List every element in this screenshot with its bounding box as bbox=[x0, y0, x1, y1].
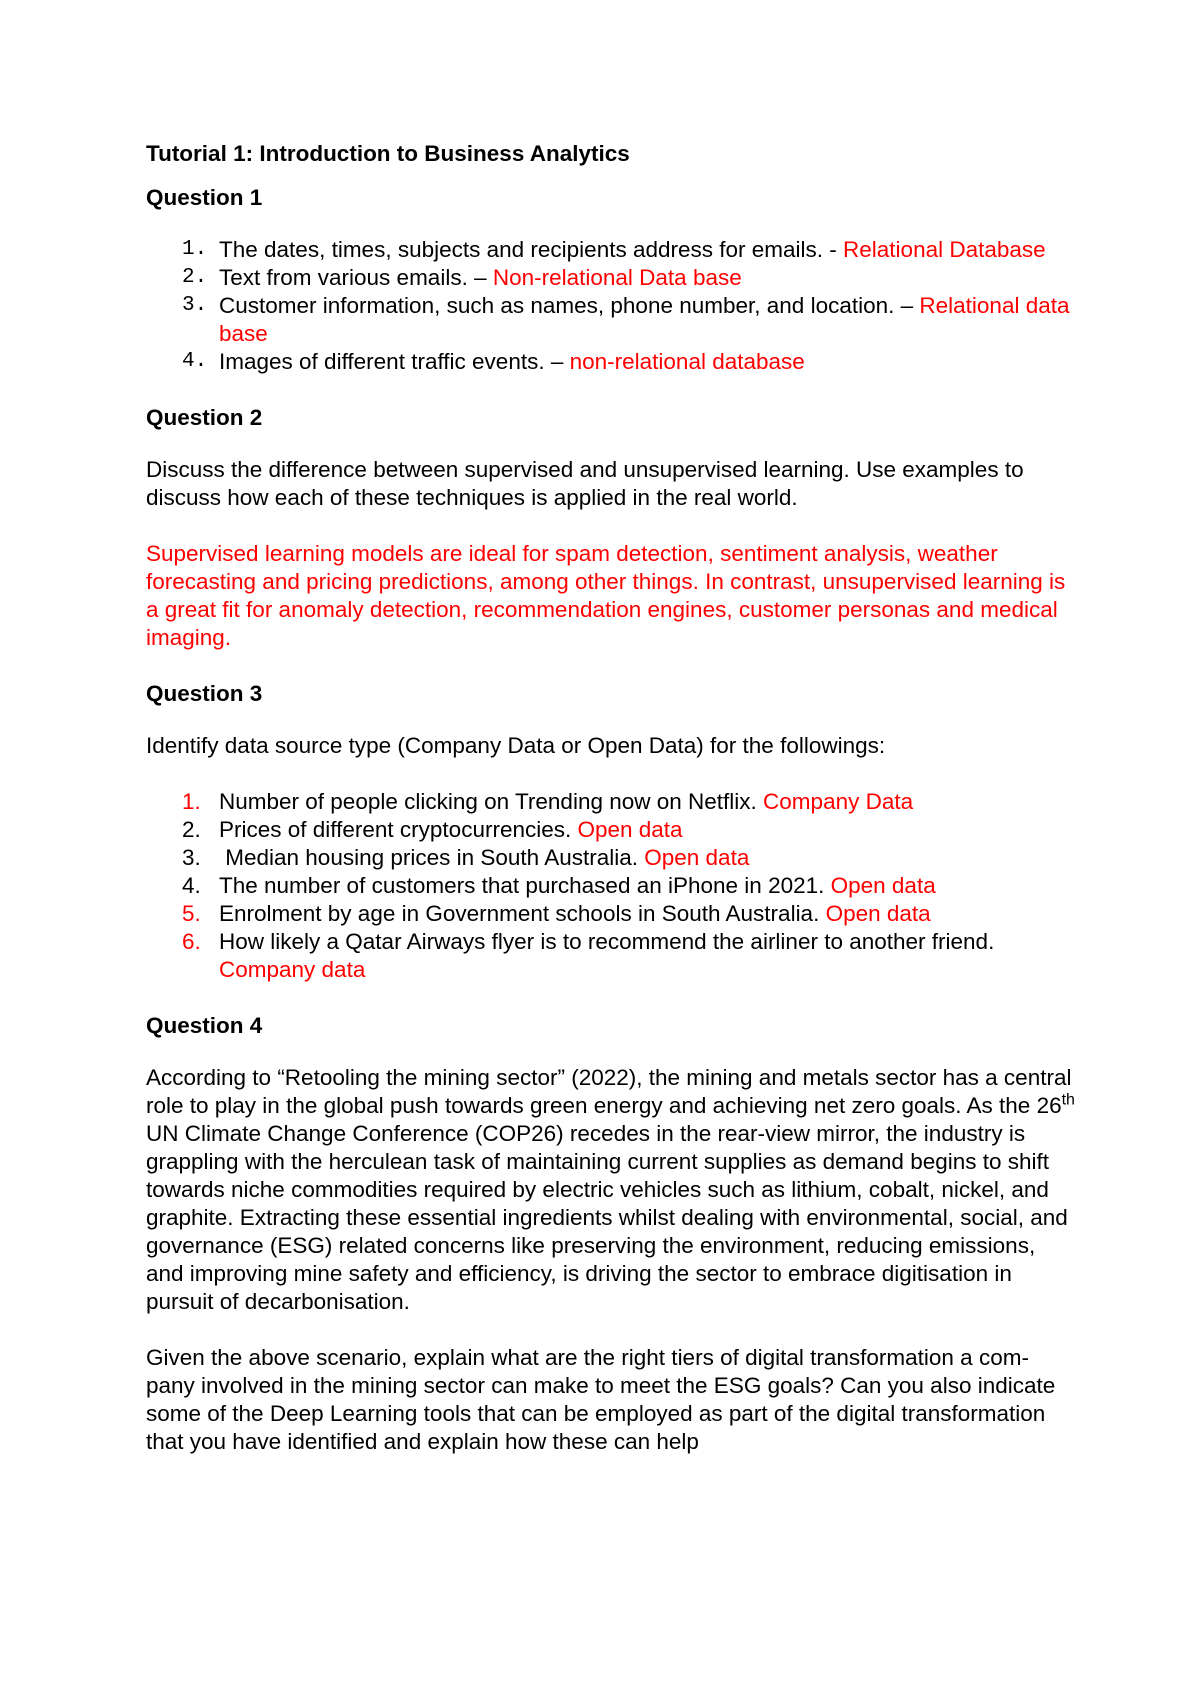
list-item bbox=[146, 264, 1076, 292]
question-1-heading: Question 1 bbox=[146, 185, 263, 210]
item-text: The dates, times, subjects and recipients address for emails. - bbox=[219, 237, 844, 262]
answer-text: non-relational database bbox=[569, 349, 805, 374]
item-text: Median housing prices in South Australia. bbox=[219, 845, 645, 870]
answer-text: Open data bbox=[830, 873, 936, 898]
question-3-list bbox=[146, 788, 1076, 984]
answer-text: Open data bbox=[825, 901, 931, 926]
list-number: 2. bbox=[182, 266, 208, 289]
list-item bbox=[146, 872, 1076, 900]
scenario-text-start: According to “Retooling the mining sector” (2022), the mining and metals sector has a central role to play in the global push towards green energy and achieving net zero goals. As the 26 bbox=[146, 1065, 1072, 1118]
question-2-heading: Question 2 bbox=[146, 405, 263, 430]
item-text: Enrolment by age in Government schools in South Australia. bbox=[219, 901, 826, 926]
answer-text: Non-relational Data base bbox=[492, 265, 742, 290]
item-text: Images of different traffic events. – bbox=[219, 349, 570, 374]
answer-text: Company data bbox=[219, 957, 366, 982]
list-item bbox=[146, 348, 1076, 376]
item-text: Customer information, such as names, phone number, and location. – bbox=[219, 293, 920, 318]
answer-text: Open data bbox=[644, 845, 750, 870]
answer-text: Open data bbox=[577, 817, 683, 842]
list-item bbox=[146, 816, 1076, 844]
list-number: 4. bbox=[182, 350, 208, 373]
answer-text: Relational data base bbox=[219, 293, 1070, 346]
list-number: 2. bbox=[182, 817, 201, 842]
item-text: Number of people clicking on Trending now on Netflix. bbox=[219, 789, 764, 814]
item-text: How likely a Qatar Airways flyer is to recommend the airliner to another friend. bbox=[219, 929, 995, 954]
question-4-prompt: Given the above scenario, explain what are the right tiers of digital transformation a com- pany involved in the mining sector can make to meet the ESG goals? Can you also indicate some of the Deep Learning tools that can be employed as part of the digital transformation that you have identified and explain how these can help bbox=[146, 1345, 1056, 1454]
item-text: The number of customers that purchased an iPhone in 2021. bbox=[219, 873, 831, 898]
list-number: 3. bbox=[182, 845, 201, 870]
list-item bbox=[146, 292, 1076, 348]
item-text: Text from various emails. – bbox=[219, 265, 493, 290]
list-number: 5. bbox=[182, 901, 201, 926]
question-4-heading: Question 4 bbox=[146, 1013, 263, 1038]
list-item bbox=[146, 900, 1076, 928]
question-2-prompt: Discuss the difference between supervised and unsupervised learning. Use examples to discuss how each of these techniques is applied in the real world. bbox=[146, 457, 1024, 510]
list-item bbox=[146, 928, 1076, 984]
list-number: 3. bbox=[182, 294, 208, 317]
list-item bbox=[146, 788, 1076, 816]
scenario-text-end: UN Climate Change Conference (COP26) recedes in the rear-view mirror, the industry is grappling with the herculean task of maintaining current supplies as demand begins to shift towards niche commodities required by electric vehicles such as lithium, cobalt, nickel, and graphite. Extracting these essential ingredients whilst dealing with environmental, social, and governance (ESG) related concerns like preserving the environment, reducing emissions, and improving mine safety and efficiency, is driving the sector to embrace digitisation in pursuit of decarbonisation. bbox=[146, 1121, 1068, 1314]
document-title: Tutorial 1: Introduction to Business Analytics bbox=[146, 141, 630, 166]
list-item bbox=[146, 844, 1076, 872]
question-4-scenario bbox=[146, 1064, 1076, 1316]
list-number: 4. bbox=[182, 873, 201, 898]
list-number: 1. bbox=[182, 238, 208, 261]
answer-text: Relational Database bbox=[843, 237, 1046, 262]
list-number: 6. bbox=[182, 929, 201, 954]
question-2-answer: Supervised learning models are ideal for spam detection, sentiment analysis, weather forecasting and pricing predictions, among other things. In contrast, unsupervised learning is a great fit for anomaly detection, recommendation engines, customer personas and medical imaging. bbox=[146, 541, 1066, 650]
item-text: Prices of different cryptocurrencies. bbox=[219, 817, 578, 842]
question-1-list bbox=[146, 236, 1076, 376]
document-page bbox=[146, 140, 1076, 1484]
question-3-prompt: Identify data source type (Company Data or Open Data) for the followings: bbox=[146, 733, 886, 758]
answer-text: Company Data bbox=[763, 789, 914, 814]
question-3-heading: Question 3 bbox=[146, 681, 263, 706]
list-number: 1. bbox=[182, 789, 201, 814]
ordinal-superscript: th bbox=[1061, 1091, 1075, 1109]
list-item bbox=[146, 236, 1076, 264]
